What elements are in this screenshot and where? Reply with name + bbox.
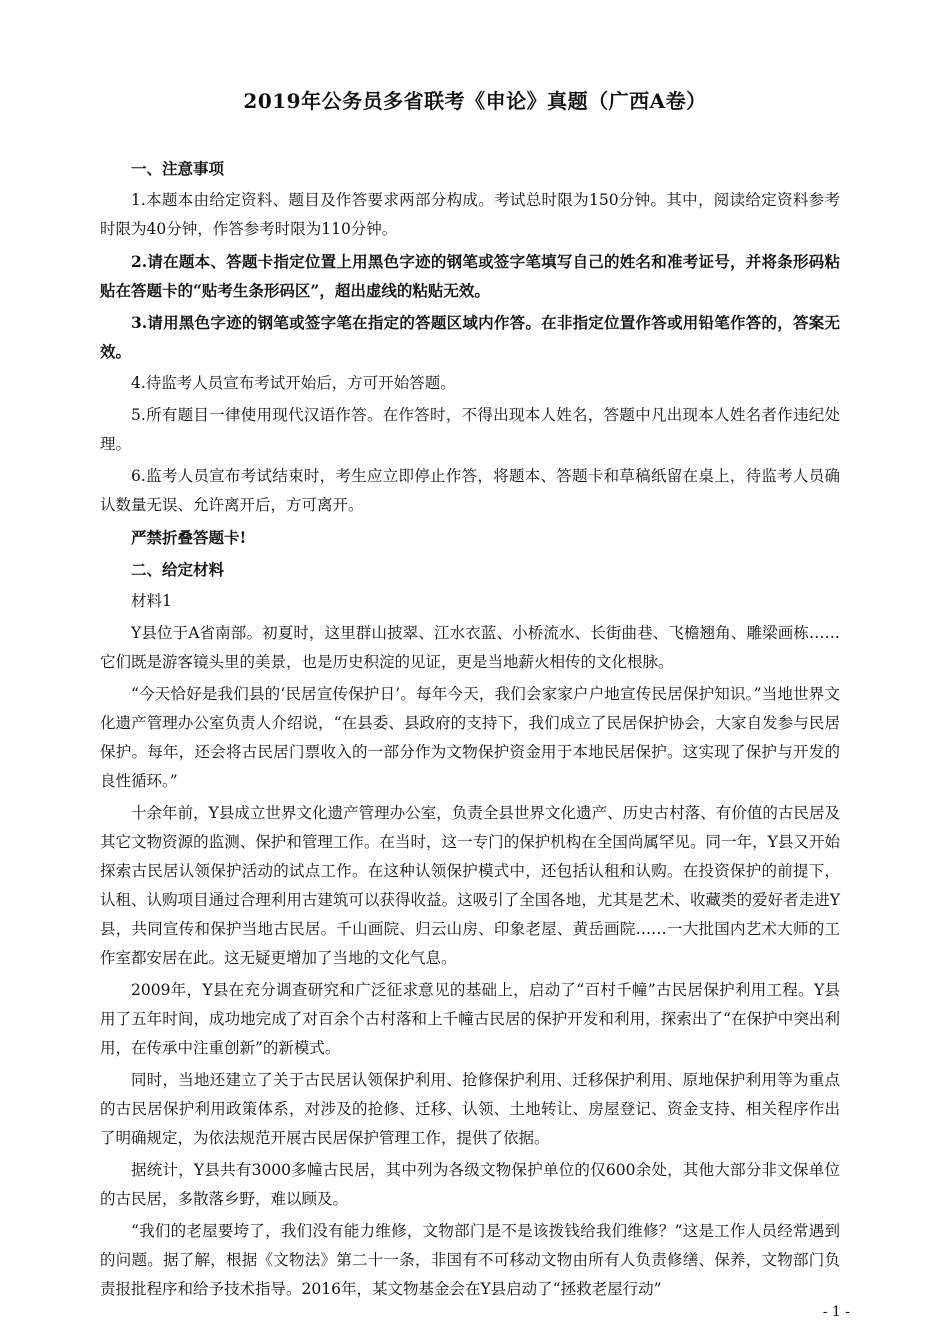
note-item: 5.所有题目一律使用现代汉语作答。在作答时，不得出现本人姓名，答题中凡出现本人姓名者作违纪处理。: [100, 406, 840, 453]
note-item: 4.待监考人员宣布考试开始后，方可开始答题。: [131, 374, 456, 392]
page-title: 2019年公务员多省联考《申论》真题（广西A卷）: [243, 89, 707, 113]
material-paragraph: Y县位于A省南部。初夏时，这里群山披翠、江水衣蓝、小桥流水、长街曲巷、飞檐翘角、雕梁画栋……它们既是游客镜头里的美景，也是历史积淀的见证，更是当地薪火相传的文化根脉。: [100, 624, 840, 671]
warning-text: 严禁折叠答题卡!: [131, 528, 247, 547]
material-paragraph: 据统计，Y县共有3000多幢古民居，其中列为各级文物保护单位的仅600余处，其他大部分非文保单位的古民居，多散落乡野，难以顾及。: [100, 1161, 840, 1208]
note-item: 1.本题本由给定资料、题目及作答要求两部分构成。考试总时限为150分钟。其中，阅读给定资料参考时限为40分钟，作答参考时限为110分钟。: [100, 191, 840, 238]
material-paragraph: “我们的老屋要垮了，我们没有能力维修，文物部门是不是该拨钱给我们维修？”这是工作人员经常遇到的问题。据了解，根据《文物法》第二十一条，非国有不可移动文物由所有人负责修缮、保养，文物部门负责报批程序和给予技术指导。2016年，某文物基金会在Y县启动了“拯救老屋行动”: [100, 1222, 840, 1298]
material-paragraph: 同时，当地还建立了关于古民居认领保护利用、抢修保护利用、迁移保护利用、原地保护利用等为重点的古民居保护利用政策体系，对涉及的抢修、迁移、认领、土地转让、房屋登记、资金支持、相关程序作出了明确规定，为依法规范开展古民居保护管理工作，提供了依据。: [100, 1071, 840, 1147]
material-paragraph: 十余年前，Y县成立世界文化遗产管理办公室，负责全县世界文化遗产、历史古村落、有价值的古民居及其它文物资源的监测、保护和管理工作。在当时，这一专门的保护机构在全国尚属罕见。同一年，Y县又开始探索古民居认领保护活动的试点工作。在这种认领保护模式中，还包括认租和认购。在投资保护的前提下，认租、认购项目通过合理利用古建筑可以获得收益。这吸引了全国各地，尤其是艺术、收藏类的爱好者走进Y县，共同宣传和保护当地古民居。千山画院、归云山房、印象老屋、黄岳画院……一大批国内艺术大师的工作室都安居在此。这无疑更增加了当地的文化气息。: [100, 804, 840, 967]
section-heading-notes: 一、注意事项: [131, 159, 225, 178]
note-item: 3.请用黑色字迹的钢笔或签字笔在指定的答题区域内作答。在非指定位置作答或用铅笔作答的，答案无效。: [100, 313, 840, 361]
material-paragraph: “今天恰好是我们县的‘民居宣传保护日’。每年今天，我们会家家户户地宣传民居保护知识。”当地世界文化遗产管理办公室负责人介绍说，“在县委、县政府的支持下，我们成立了民居保护协会，大家自发参与民居保护。每年，还会将古民居门票收入的一部分作为文物保护资金用于本地民居保护。这实现了保护与开发的良性循环。”: [100, 685, 840, 790]
section-heading-materials: 二、给定材料: [131, 560, 225, 579]
material-title: 材料1: [131, 592, 172, 610]
document-body: [100, 154, 840, 1307]
note-item: 2.请在题本、答题卡指定位置上用黑色字迹的钢笔或签字笔填写自己的姓名和准考证号，并将条形码粘贴在答题卡的“贴考生条形码区”，超出虚线的粘贴无效。: [100, 252, 840, 300]
note-item: 6.监考人员宣布考试结束时，考生应立即停止作答，将题本、答题卡和草稿纸留在桌上，待监考人员确认数量无误、允许离开后，方可离开。: [100, 467, 840, 514]
page-number: - 1 -: [822, 1304, 850, 1320]
material-paragraph: 2009年，Y县在充分调查研究和广泛征求意见的基础上，启动了“百村千幢”古民居保护利用工程。Y县用了五年时间，成功地完成了对百余个古村落和上千幢古民居的保护开发和利用，探索出了“在保护中突出利用，在传承中注重创新”的新模式。: [100, 981, 840, 1057]
